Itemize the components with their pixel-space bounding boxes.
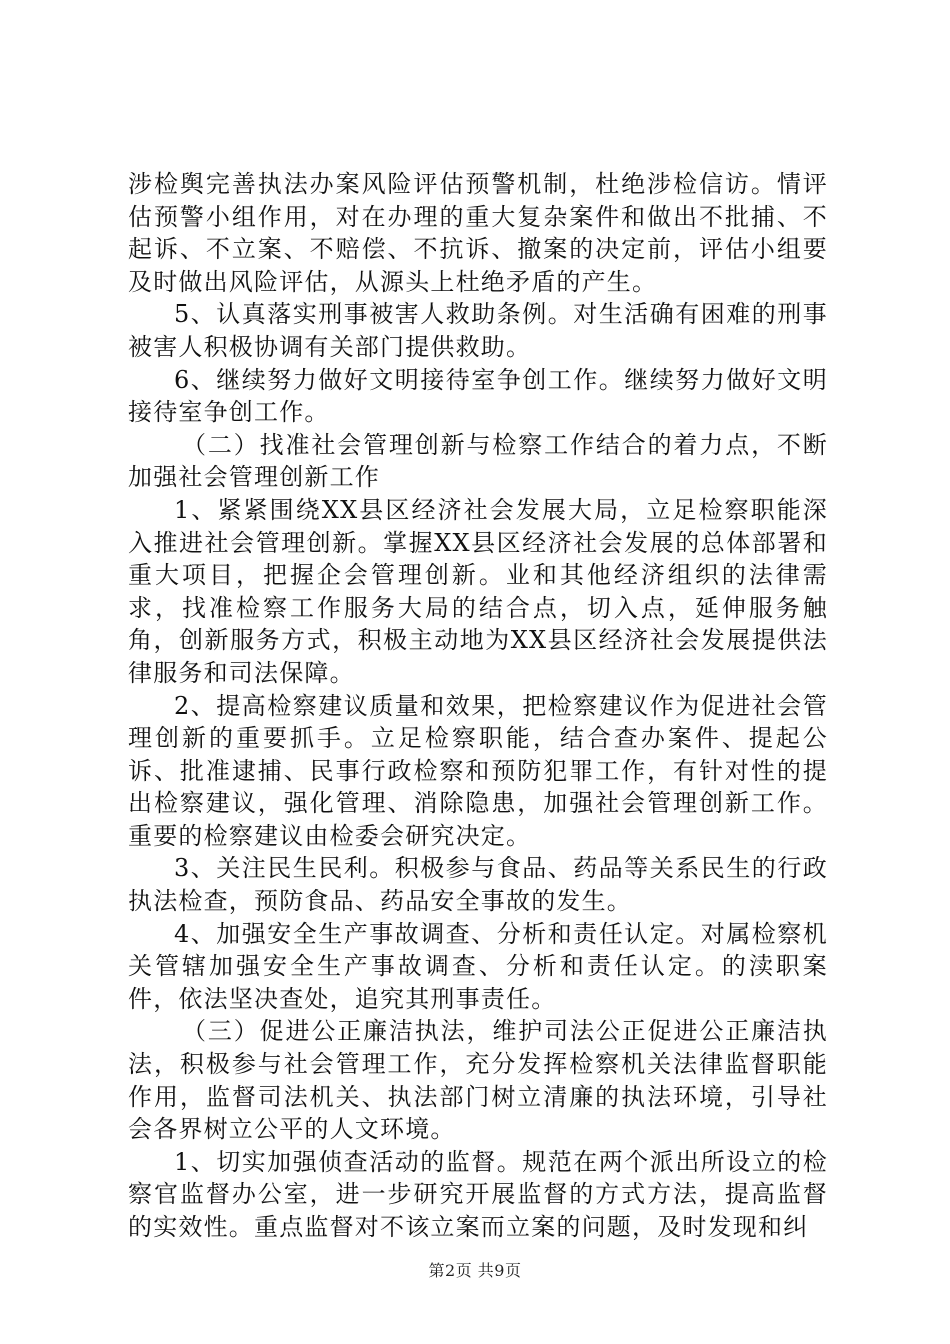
page-number-footer: 第2页 共9页 [428, 1261, 522, 1280]
document-body [128, 168, 828, 1244]
paragraph-continuation: 涉检舆完善执法办案风险评估预警机制，杜绝涉检信访。情评估预警小组作用，对在办理的重大复杂案件和做出不批捕、不起诉、不立案、不赔偿、不抗诉、撤案的决定前，评估小组要及时做出风险评估，从源头上杜绝矛盾的产生。 [128, 170, 828, 296]
paragraph-item-1: 1、紧紧围绕XX县区经济社会发展大局，立足检察职能深入推进社会管理创新。掌握XX县区经济社会发展的总体部署和重大项目，把握企会管理创新。业和其他经济组织的法律需求，找准检察工作服务大局的结合点，切入点，延伸服务触角，创新服务方式，积极主动地为XX县区经济社会发展提供法律服务和司法保障。 [128, 495, 828, 687]
paragraph-item-3: 3、关注民生民利。积极参与食品、药品等关系民生的行政执法检查，预防食品、药品安全事故的发生。 [128, 854, 828, 916]
paragraph-item-1-supervision: 1、切实加强侦查活动的监督。规范在两个派出所设立的检察官监督办公室，进一步研究开展监督的方式方法，提高监督的实效性。重点监督对不该立案而立案的问题，及时发现和纠 [128, 1147, 828, 1241]
section-heading-2: （二）找准社会管理创新与检察工作结合的着力点，不断加强社会管理创新工作 [128, 430, 828, 492]
paragraph-item-6: 6、继续努力做好文明接待室争创工作。继续努力做好文明接待室争创工作。 [128, 365, 828, 427]
paragraph-item-5: 5、认真落实刑事被害人救助条例。对生活确有困难的刑事被害人积极协调有关部门提供救助。 [128, 300, 828, 361]
paragraph-item-2: 2、提高检察建议质量和效果，把检察建议作为促进社会管理创新的重要抓手。立足检察职能，结合查办案件、提起公诉、批准逮捕、民事行政检察和预防犯罪工作，有针对性的提出检察建议，强化管理、消除隐患，加强社会管理创新工作。重要的检察建议由检委会研究决定。 [128, 691, 828, 850]
paragraph-item-4: 4、加强安全生产事故调查、分析和责任认定。对属检察机关管辖加强安全生产事故调查、分析和责任认定。的渎职案件，依法坚决查处，追究其刑事责任。 [128, 919, 828, 1013]
section-heading-3: （三）促进公正廉洁执法，维护司法公正促进公正廉洁执法，积极参与社会管理工作，充分发挥检察机关法律监督职能作用，监督司法机关、执法部门树立清廉的执法环境，引导社会各界树立公平的人文环境。 [128, 1017, 828, 1144]
